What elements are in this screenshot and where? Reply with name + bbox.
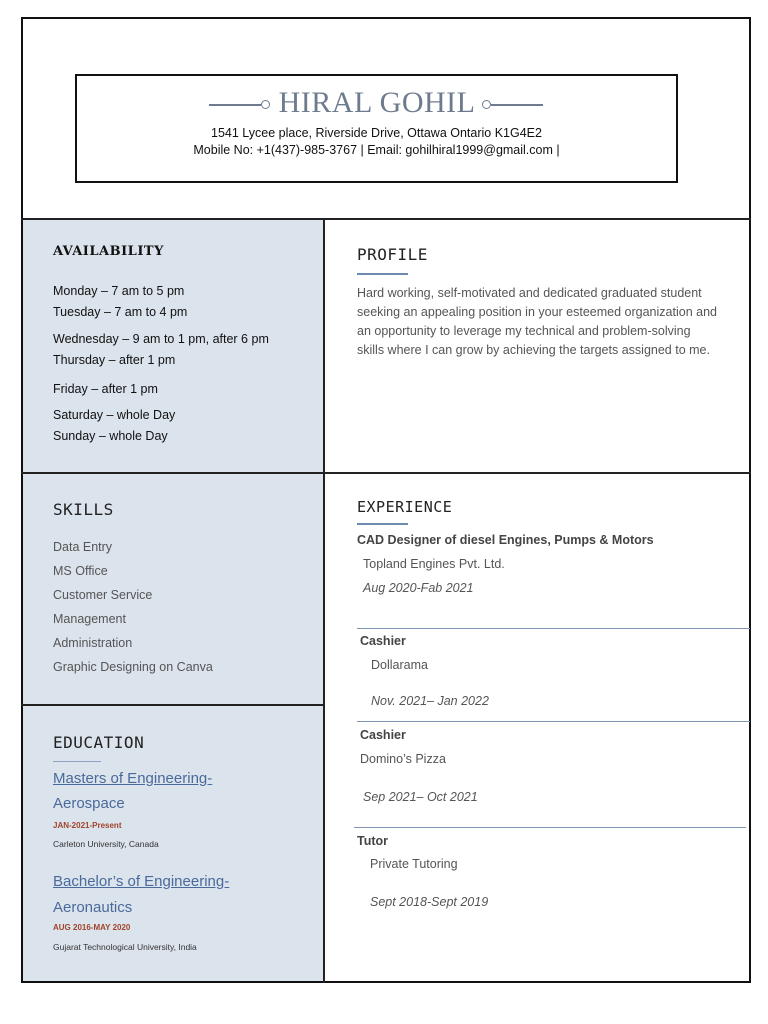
experience-org: Dollarama xyxy=(371,658,428,672)
contact-block xyxy=(75,125,678,159)
experience-date: Sept 2018-Sept 2019 xyxy=(370,895,489,909)
divider-top xyxy=(21,218,751,220)
address-line: 1541 Lycee place, Riverside Drive, Ottawa Ontario K1G4E2 xyxy=(211,126,542,140)
education-date: AUG 2016-MAY 2020 xyxy=(53,923,131,932)
experience-title-underline xyxy=(357,523,408,525)
candidate-name: HIRAL GOHIL xyxy=(278,86,475,119)
skill-item: Customer Service xyxy=(53,588,153,602)
name-right-ornament xyxy=(482,100,544,110)
availability-item: Friday – after 1 pm xyxy=(53,382,158,396)
skill-item: Graphic Designing on Canva xyxy=(53,660,213,674)
skill-item: Management xyxy=(53,612,126,626)
skill-item: Data Entry xyxy=(53,540,113,554)
experience-date: Sep 2021– Oct 2021 xyxy=(363,790,478,804)
experience-date: Nov. 2021– Jan 2022 xyxy=(371,694,489,708)
experience-title: EXPERIENCE xyxy=(357,498,453,516)
education-degree-line1: Masters of Engineering- xyxy=(53,770,213,787)
education-degree-line1: Bachelor’s of Engineering- xyxy=(53,873,230,890)
education-title-underline xyxy=(53,761,101,762)
name-left-ornament xyxy=(209,100,271,110)
availability-item: Saturday – whole Day xyxy=(53,408,176,422)
contact-line: Mobile No: +1(437)-985-3767 | Email: gohilhiral1999@gmail.com | xyxy=(193,143,560,157)
education-degree-line2: Aerospace xyxy=(53,795,125,812)
skills-title: SKILLS xyxy=(53,500,114,519)
education-degree-line2: Aeronautics xyxy=(53,899,133,916)
experience-org: Domino’s Pizza xyxy=(360,752,446,766)
experience-role: Cashier xyxy=(360,634,406,648)
availability-item: Wednesday – 9 am to 1 pm, after 6 pm xyxy=(53,332,269,346)
education-title: EDUCATION xyxy=(53,733,145,752)
availability-item: Tuesday – 7 am to 4 pm xyxy=(53,305,188,319)
education-school: Gujarat Technological University, India xyxy=(53,942,197,952)
experience-separator xyxy=(354,827,746,828)
experience-role: Tutor xyxy=(357,834,389,848)
education-school: Carleton University, Canada xyxy=(53,839,159,849)
experience-date: Aug 2020-Fab 2021 xyxy=(363,581,474,595)
profile-title-underline xyxy=(357,273,408,275)
availability-item: Sunday – whole Day xyxy=(53,429,168,443)
availability-item: Monday – 7 am to 5 pm xyxy=(53,284,185,298)
experience-role: CAD Designer of diesel Engines, Pumps & Motors xyxy=(357,533,654,547)
experience-separator xyxy=(357,721,750,722)
skill-item: MS Office xyxy=(53,564,108,578)
profile-title: PROFILE xyxy=(357,245,428,264)
experience-separator xyxy=(357,628,750,629)
education-date: JAN-2021-Present xyxy=(53,821,122,830)
experience-role: Cashier xyxy=(360,728,406,742)
availability-title: AVAILABILITY xyxy=(53,244,164,259)
availability-item: Thursday – after 1 pm xyxy=(53,353,176,367)
divider-left-lower xyxy=(21,704,323,706)
name-row xyxy=(75,86,678,124)
column-divider xyxy=(323,218,325,983)
divider-middle xyxy=(21,472,751,474)
experience-org: Topland Engines Pvt. Ltd. xyxy=(363,557,505,571)
skill-item: Administration xyxy=(53,636,133,650)
profile-text: Hard working, self-motivated and dedicated graduated student seeking an appealing position in your esteemed organization and an opportunity to leverage my technical and problem-solving skills where I can grow by achieving the targets assigned to me. xyxy=(357,286,717,357)
experience-org: Private Tutoring xyxy=(370,857,458,871)
